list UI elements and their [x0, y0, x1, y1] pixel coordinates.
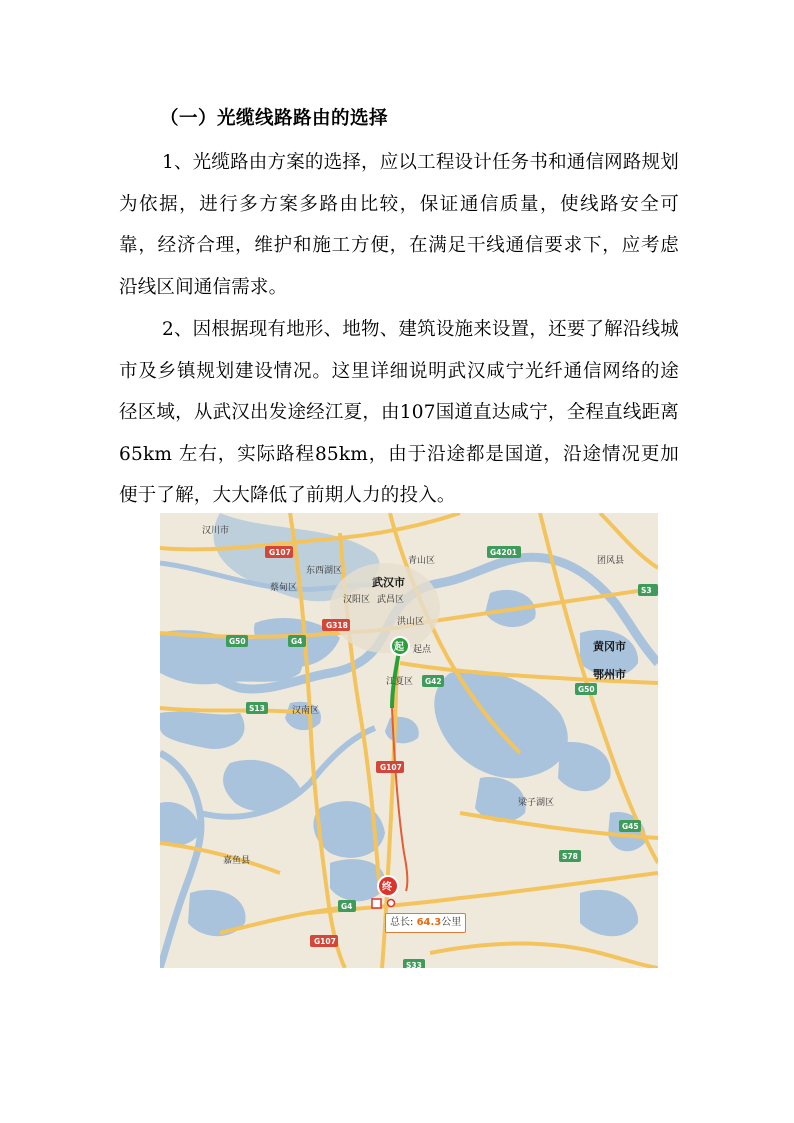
- label-hongshan: 洪山区: [397, 617, 425, 627]
- label-wuhan: 武汉市: [372, 576, 405, 589]
- label-hannan: 汉南区: [292, 706, 320, 716]
- shield-s3: S3: [641, 586, 652, 595]
- total-value: 64.3: [416, 917, 442, 928]
- shield-g107-top: G107: [269, 548, 291, 557]
- label-jiayu: 嘉鱼县: [223, 856, 251, 866]
- total-label: 总长:: [390, 917, 414, 928]
- shield-g107-south: G107: [314, 937, 336, 946]
- map-canvas: [160, 513, 658, 968]
- label-qingshan: 青山区: [408, 556, 436, 566]
- shield-g4: G4: [291, 637, 303, 646]
- route-map: [160, 513, 658, 968]
- total-length-box: [385, 913, 466, 933]
- label-ezhou: 鄂州市: [593, 668, 626, 681]
- label-hanchuan: 汉川市: [202, 526, 230, 536]
- label-dongxihu: 东西湖区: [306, 566, 343, 576]
- label-caidian: 蔡甸区: [270, 583, 298, 593]
- shield-s33: S33: [406, 961, 422, 968]
- label-huanggang: 黄冈市: [593, 640, 626, 653]
- shield-g4-south: G4: [341, 902, 353, 911]
- shield-g107-mid: G107: [380, 763, 402, 772]
- shield-g318: G318: [326, 621, 348, 630]
- label-tuanfeng: 团风县: [597, 556, 625, 566]
- shield-g45: G45: [622, 822, 639, 831]
- paragraph-2: 2、因根据现有地形、地物、建筑设施来设置，还要了解沿线城市及乡镇规划建设情况。这里详细说明武汉咸宁光纤通信网络的途径区域，从武汉出发途经江夏，由107国道直达咸宁，全程直线距离65km 左右，实际路程85km，由于沿途都是国道，沿途情况更加便于了解，大大降低了前期人力的投入。: [119, 319, 679, 506]
- shield-s78: S78: [562, 852, 578, 861]
- shield-g4201: G4201: [490, 548, 518, 557]
- paragraph-1: 1、光缆路由方案的选择，应以工程设计任务书和通信网路规划为依据，进行多方案多路由比较，保证通信质量，使线路安全可靠，经济合理，维护和施工方便，在满足干线通信要求下，应考虑沿线区间通信需求。: [119, 152, 679, 298]
- total-unit: 公里: [441, 917, 462, 928]
- shield-g50: G50: [229, 637, 246, 646]
- shield-g50-east: G50: [578, 685, 595, 694]
- label-jiangxia: 江夏区: [386, 677, 414, 687]
- label-wuchang: 武昌区: [377, 595, 405, 605]
- page-heading: （一）光缆线路路由的选择: [160, 108, 389, 129]
- label-hanyang: 汉阳区: [343, 595, 371, 605]
- shield-g42: G42: [425, 677, 442, 686]
- end-marker-text: 终: [382, 882, 392, 893]
- start-label: 起点: [413, 645, 432, 655]
- label-liangzihu: 梁子湖区: [518, 798, 555, 808]
- shield-s13: S13: [249, 704, 265, 713]
- start-marker-text: 起: [394, 642, 404, 653]
